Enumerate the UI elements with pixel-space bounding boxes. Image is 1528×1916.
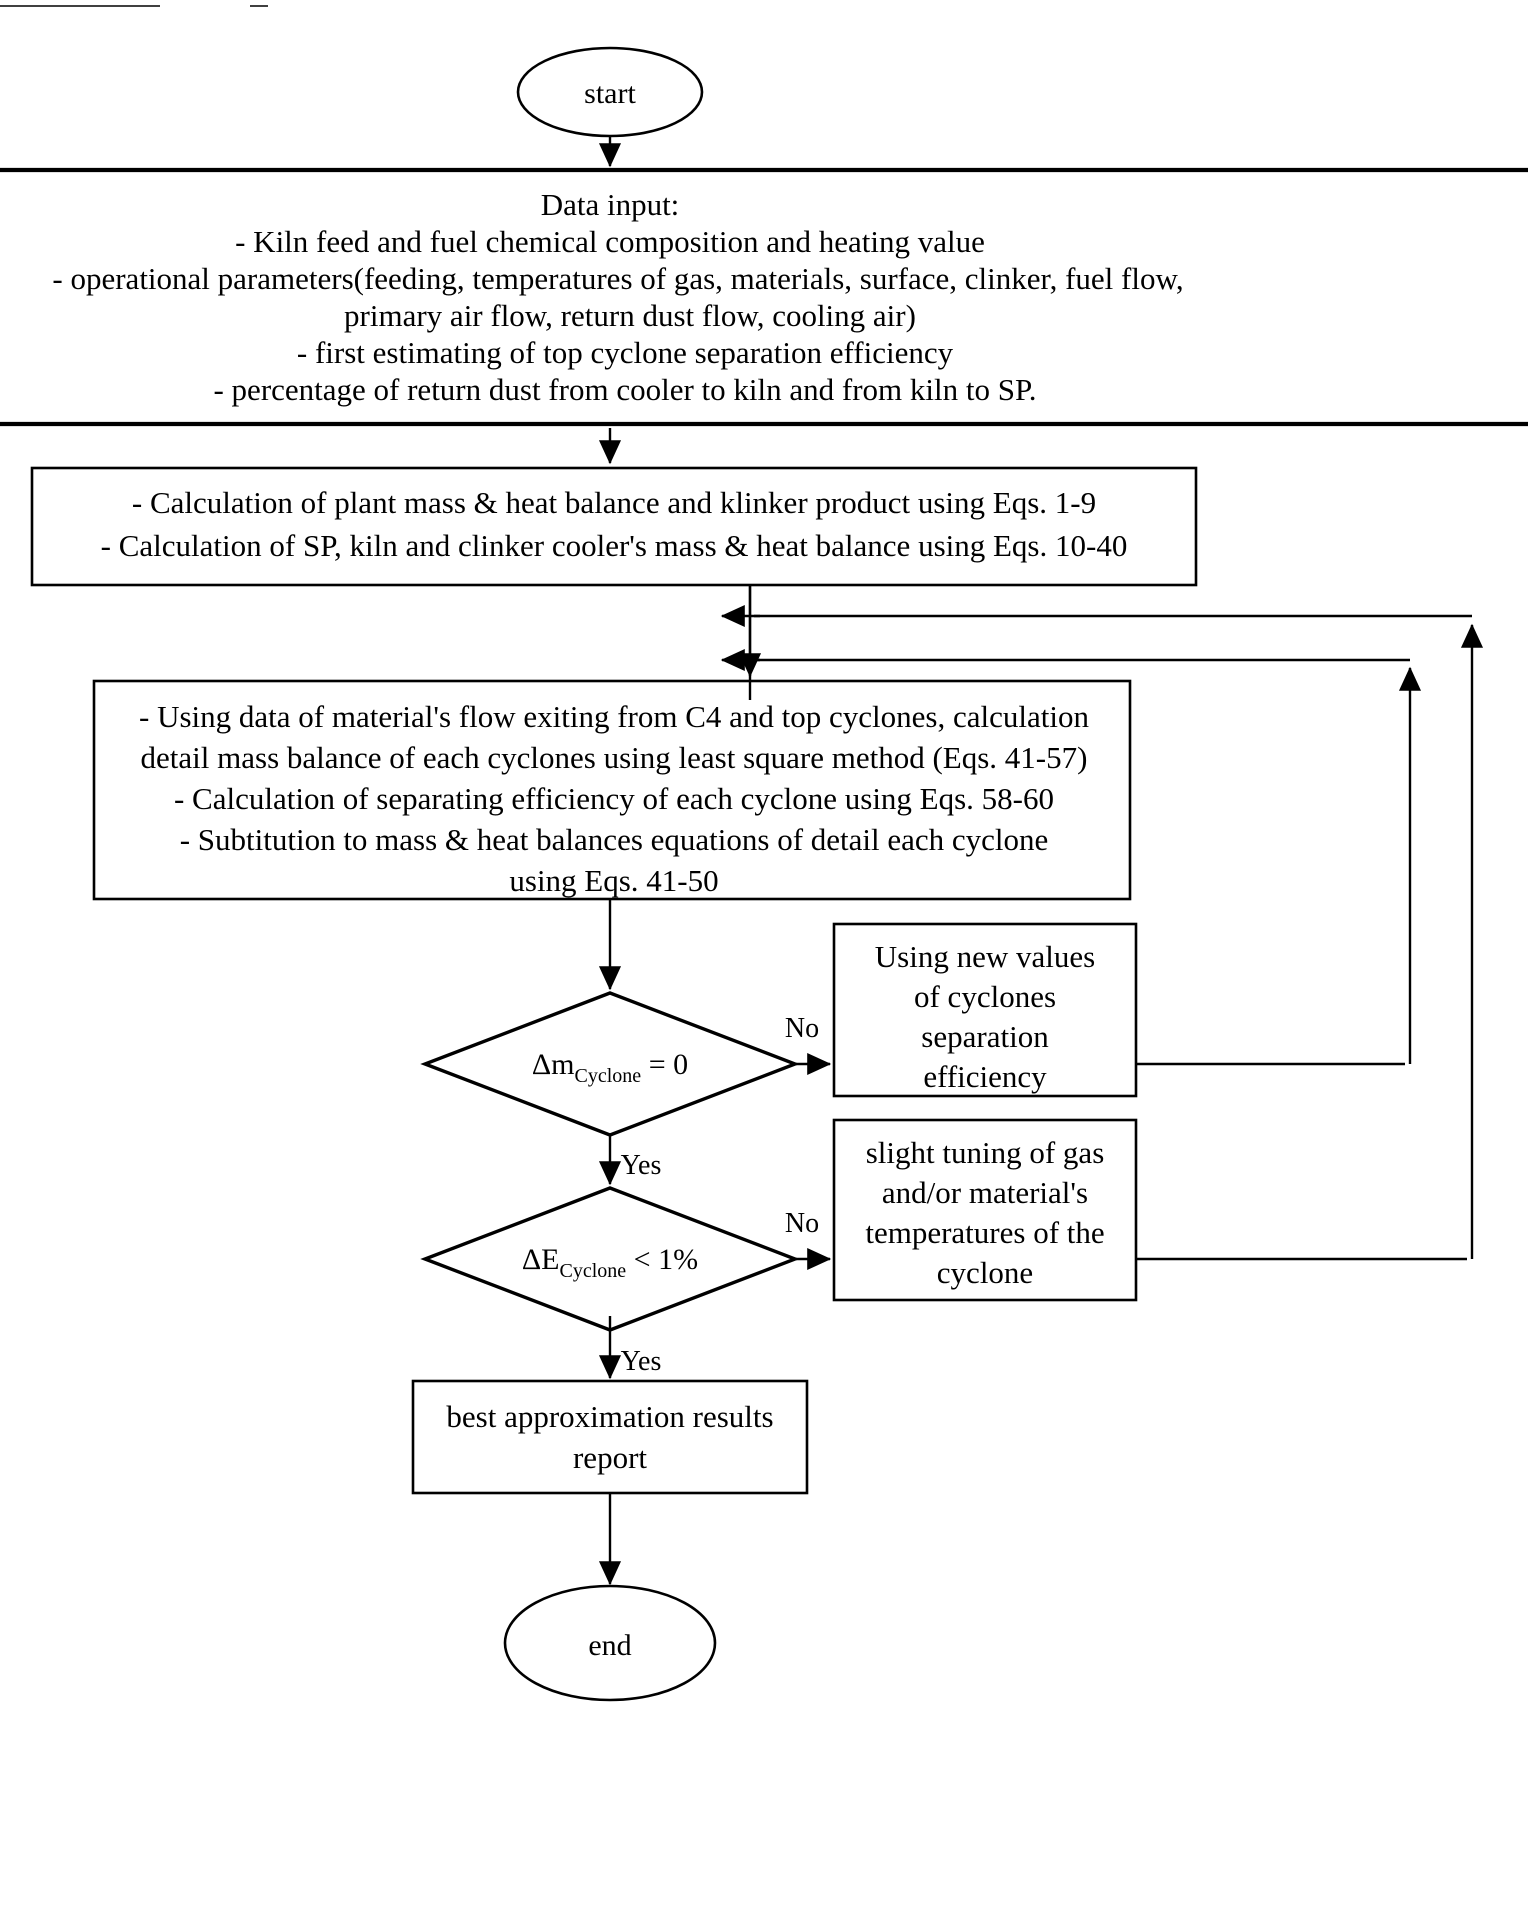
node-data-input-line-3: - first estimating of top cyclone separation efficiency bbox=[296, 335, 954, 370]
node-data-input-line-1: - operational parameters(feeding, temperatures of gas, materials, surface, clinker, fuel flow, bbox=[52, 261, 1184, 296]
edge-label-decision-2-no: No bbox=[784, 1208, 820, 1239]
node-decision-1-sub: Cyclone bbox=[574, 1065, 642, 1087]
edge-label-decision-2-yes: Yes bbox=[620, 1346, 662, 1377]
node-action-1-line-3: efficiency bbox=[923, 1059, 1047, 1094]
node-decision-1 bbox=[425, 993, 795, 1135]
node-action-1-line-0: Using new values bbox=[874, 939, 1096, 974]
node-action-2-line-3: cyclone bbox=[936, 1255, 1034, 1290]
node-decision-1-tail: = 0 bbox=[641, 1048, 689, 1081]
node-process-2-line-0: - Using data of material's flow exiting from C4 and top cyclones, calculation bbox=[139, 699, 1089, 734]
node-decision-2-sub: Cyclone bbox=[559, 1260, 627, 1282]
edge-label-decision-1-no: No bbox=[784, 1013, 820, 1044]
node-data-input-line-0: - Kiln feed and fuel chemical composition and heating value bbox=[235, 224, 985, 259]
node-action-2-line-0: slight tuning of gas bbox=[865, 1135, 1105, 1170]
node-process-2-line-1: detail mass balance of each cyclones using least square method (Eqs. 41-57) bbox=[140, 740, 1088, 775]
edge-label-decision-1-yes: Yes bbox=[620, 1150, 662, 1181]
node-start-label: start bbox=[584, 77, 636, 110]
node-decision-2-tail: < 1% bbox=[626, 1243, 699, 1276]
node-action-2-line-1: and/or material's bbox=[881, 1175, 1089, 1210]
node-decision-1-main: Δm bbox=[531, 1048, 575, 1081]
node-end-label: end bbox=[588, 1629, 632, 1662]
node-report-line-0: best approximation results bbox=[446, 1399, 774, 1434]
node-decision-2 bbox=[425, 1188, 795, 1330]
node-process-2-line-4: using Eqs. 41-50 bbox=[509, 863, 719, 898]
node-action-1-line-1: of cyclones bbox=[913, 979, 1057, 1014]
node-action-2-line-2: temperatures of the bbox=[865, 1215, 1105, 1250]
node-process-2-line-3: - Subtitution to mass & heat balances equations of detail each cyclone bbox=[179, 822, 1049, 857]
node-process-1-line-1: - Calculation of SP, kiln and clinker cooler's mass & heat balance using Eqs. 10-40 bbox=[100, 528, 1128, 563]
node-process-2-line-2: - Calculation of separating efficiency of each cyclone using Eqs. 58-60 bbox=[173, 781, 1055, 816]
node-data-input-line-4: - percentage of return dust from cooler to kiln and from kiln to SP. bbox=[213, 372, 1037, 407]
node-data-input-heading: Data input: bbox=[540, 187, 680, 222]
node-report bbox=[413, 1381, 807, 1493]
node-action-1-line-2: separation bbox=[921, 1019, 1049, 1054]
node-report-line-1: report bbox=[572, 1440, 648, 1475]
node-data-input-line-2: primary air flow, return dust flow, cooling air) bbox=[344, 298, 916, 333]
node-process-1-line-0: - Calculation of plant mass & heat balance and klinker product using Eqs. 1-9 bbox=[131, 485, 1097, 520]
node-decision-2-main: ΔE bbox=[521, 1243, 560, 1276]
